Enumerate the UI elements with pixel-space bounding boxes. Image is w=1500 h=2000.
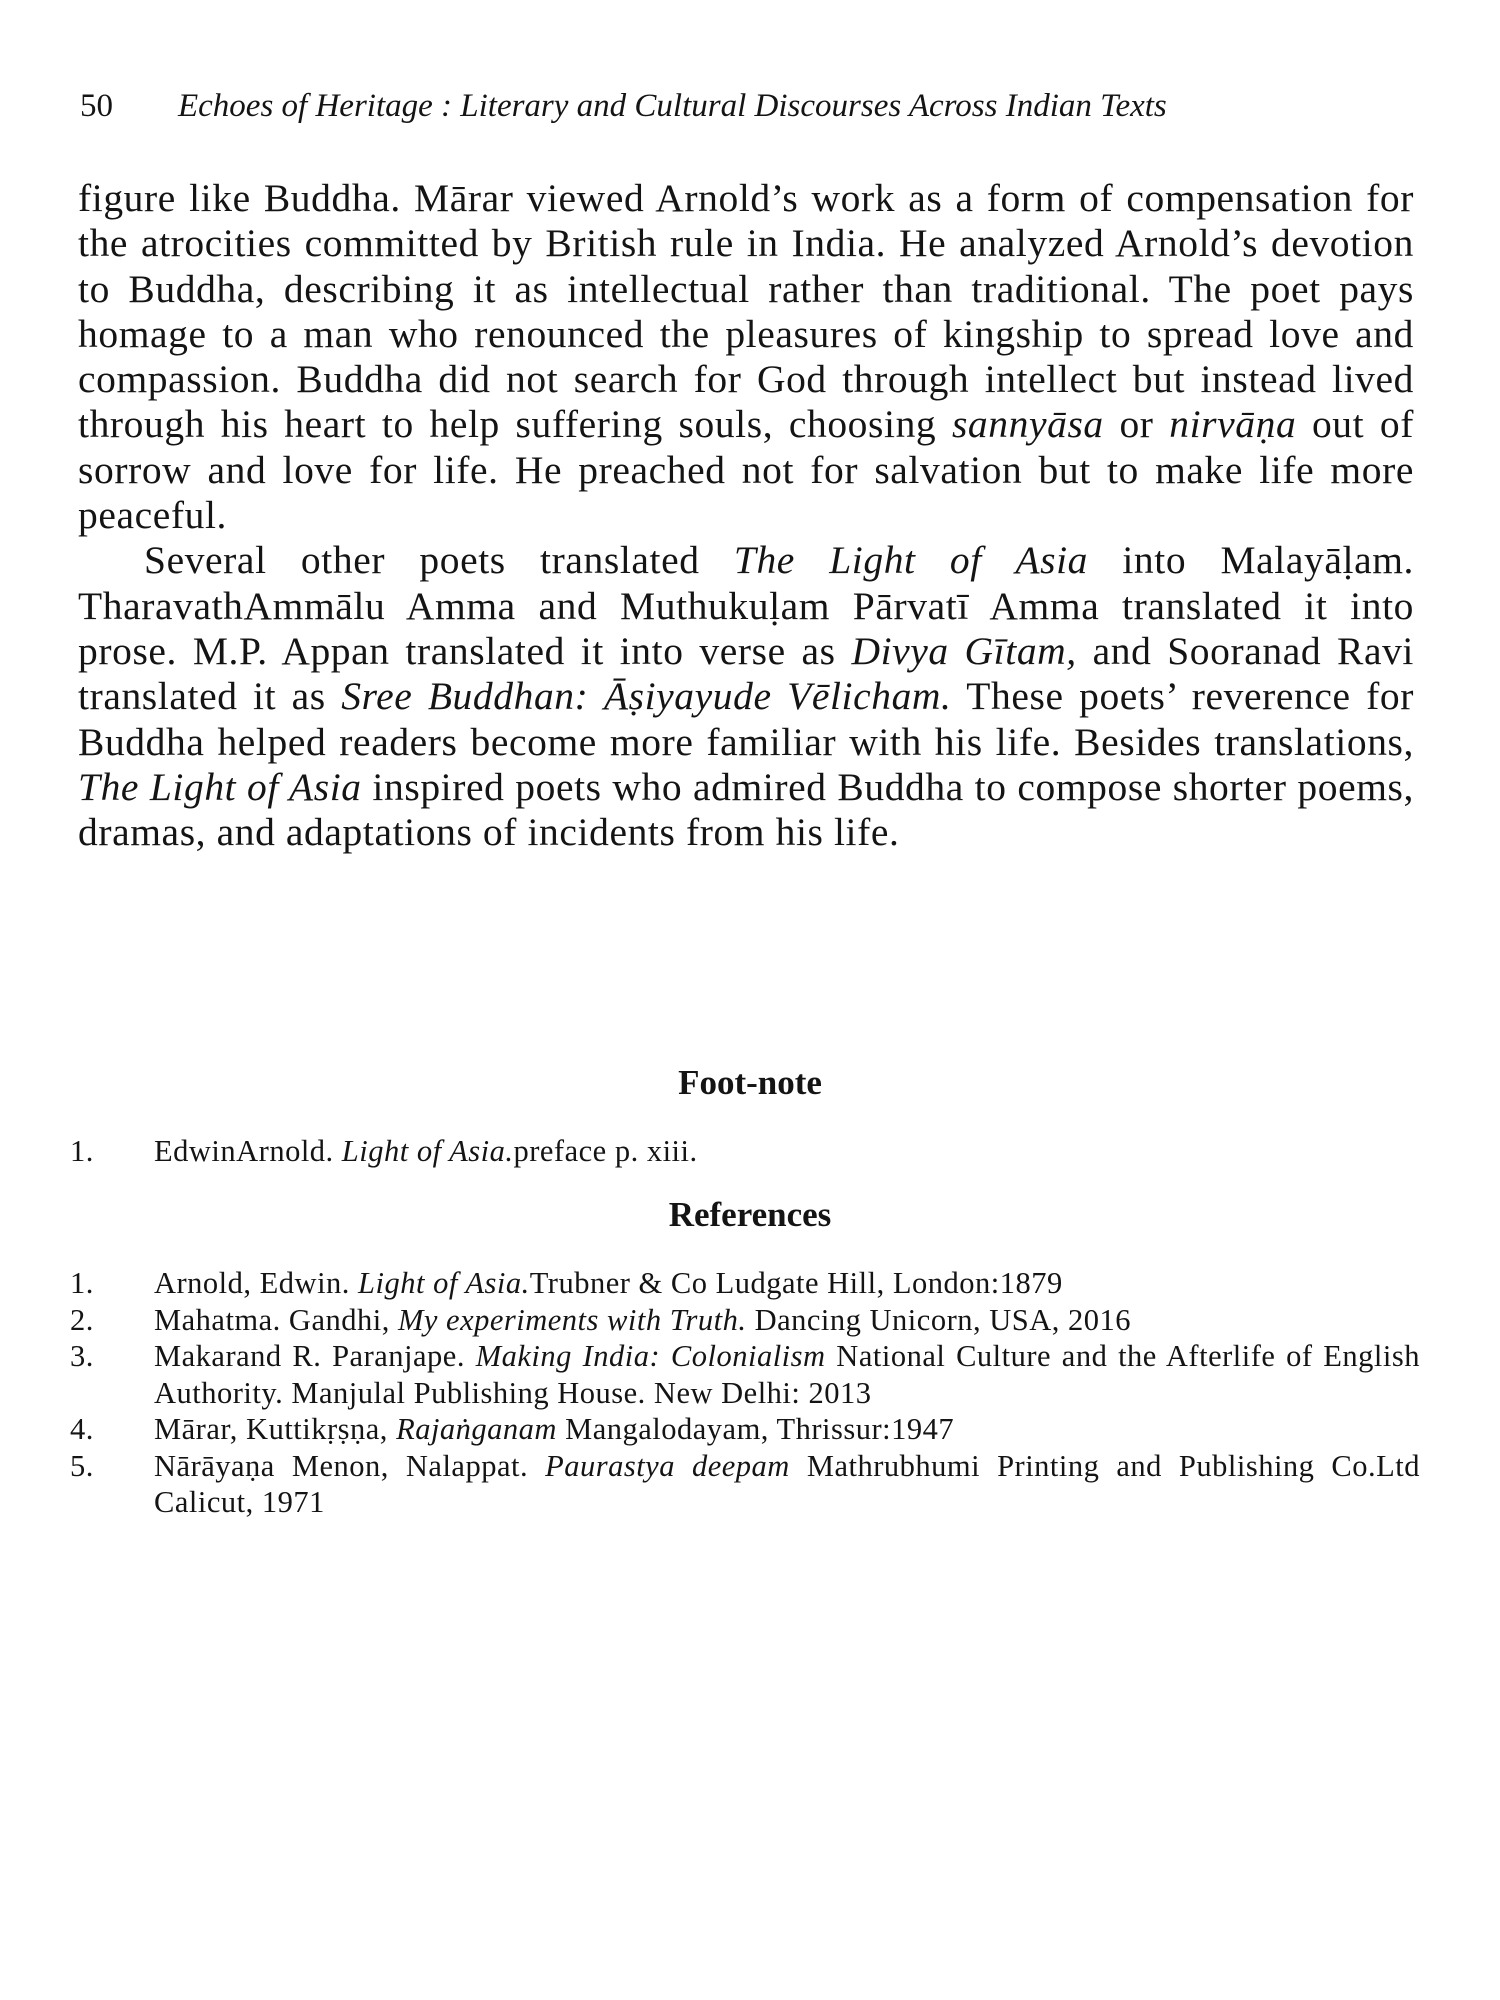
footnote-list bbox=[70, 1133, 1420, 1170]
italic-title: The Light of Asia bbox=[78, 764, 362, 809]
reference-item bbox=[70, 1265, 1420, 1302]
item-text bbox=[154, 1302, 1420, 1339]
italic-title: Light of Asia. bbox=[358, 1266, 530, 1300]
reference-item bbox=[70, 1302, 1420, 1339]
text-run: Several other poets translated bbox=[144, 538, 734, 583]
italic-term: nirvāṇa bbox=[1169, 402, 1297, 447]
text-run: inspired poets who admired Buddha to compose shorter poems, dramas, and adaptations of incidents from his life. bbox=[78, 764, 1415, 855]
italic-title: Sree Buddhan: Āṣiyayude Vēlicham. bbox=[341, 674, 952, 719]
text-run: Mārar, Kuttikṛṣṇa, bbox=[154, 1412, 397, 1446]
text-run: and Sooranad Ravi translated it as bbox=[78, 628, 1415, 719]
text-run: figure like Buddha. Mārar viewed Arnold’s work as a form of compensation for the atrocities committed by British rule in India. He analyzed Arnold’s devotion to Buddha, describing it as intellectual rather than traditional. The poet pays homage to a man who renounced the pleasures of kingship to spread love and compassion. Buddha did not search for God through intellect but instead lived through his heart to help suffering souls, choosing bbox=[78, 176, 1414, 447]
text-run: Trubner & Co Ludgate Hill, London:1879 bbox=[529, 1266, 1063, 1300]
running-title: Echoes of Heritage : Literary and Cultural Discourses Across Indian Texts bbox=[178, 88, 1167, 124]
text-run: Dancing Unicorn, USA, 2016 bbox=[746, 1302, 1131, 1337]
item-number: 2. bbox=[70, 1302, 94, 1337]
item-number: 3. bbox=[70, 1339, 94, 1373]
italic-term: sannyāsa bbox=[951, 402, 1104, 447]
item-text bbox=[154, 1411, 1420, 1448]
text-run: Mathrubhumi Printing and Publishing Co.Ltd Calicut, 1971 bbox=[154, 1448, 1421, 1519]
item-text bbox=[154, 1133, 1420, 1170]
page-header bbox=[80, 86, 1420, 126]
text-run: National Culture and the Afterlife of English Authority. Manjulal Publishing House. New Delhi: 2013 bbox=[154, 1339, 1420, 1410]
italic-title: Paurastya deepam bbox=[545, 1448, 790, 1483]
item-number: 1. bbox=[70, 1134, 94, 1168]
text-run: into Malayāḷam. TharavathAmmālu Amma and Muthukuḷam Pārvatī Amma translated it into prose. M.P. Appan translated it into verse as bbox=[78, 538, 1414, 673]
italic-title: Divya Gītam, bbox=[851, 628, 1077, 673]
reference-item bbox=[70, 1338, 1420, 1411]
item-number: 4. bbox=[70, 1412, 94, 1446]
text-run: Makarand R. Paranjape. bbox=[154, 1339, 476, 1373]
italic-title: My experiments with Truth. bbox=[397, 1302, 747, 1337]
item-text bbox=[154, 1265, 1420, 1302]
text-run: These poets’ reverence for Buddha helped readers become more familiar with his life. Besides translations, bbox=[78, 674, 1414, 764]
body-text bbox=[78, 176, 1414, 855]
item-number: 5. bbox=[70, 1448, 94, 1483]
paragraph bbox=[78, 538, 1414, 855]
item-text bbox=[154, 1448, 1420, 1521]
paragraph bbox=[78, 176, 1414, 538]
item-number: 1. bbox=[70, 1266, 94, 1300]
text-run: EdwinArnold. bbox=[154, 1134, 342, 1168]
italic-title: Light of Asia. bbox=[341, 1134, 514, 1168]
page-number: 50 bbox=[80, 88, 113, 124]
italic-title: Making India: Colonialism bbox=[475, 1339, 826, 1373]
text-run: or bbox=[1103, 402, 1170, 447]
references-heading: References bbox=[668, 1195, 832, 1234]
footnote-item bbox=[70, 1133, 1420, 1170]
item-text bbox=[154, 1338, 1420, 1411]
reference-item bbox=[70, 1448, 1420, 1521]
footnote-heading: Foot-note bbox=[678, 1063, 822, 1102]
italic-title: The Light of Asia bbox=[733, 538, 1089, 583]
reference-item bbox=[70, 1411, 1420, 1448]
text-run: Mangalodayam, Thrissur:1947 bbox=[556, 1412, 955, 1446]
text-run: preface p. xiii. bbox=[513, 1134, 698, 1168]
text-run: out of sorrow and love for life. He preached not for salvation but to make life more peaceful. bbox=[78, 402, 1414, 538]
text-run: Nārāyaṇa Menon, Nalappat. bbox=[154, 1448, 546, 1483]
text-run: Arnold, Edwin. bbox=[154, 1266, 359, 1300]
references-list bbox=[70, 1265, 1420, 1521]
italic-title: Rajaṅganam bbox=[396, 1412, 557, 1446]
text-run: Mahatma. Gandhi, bbox=[154, 1302, 398, 1337]
